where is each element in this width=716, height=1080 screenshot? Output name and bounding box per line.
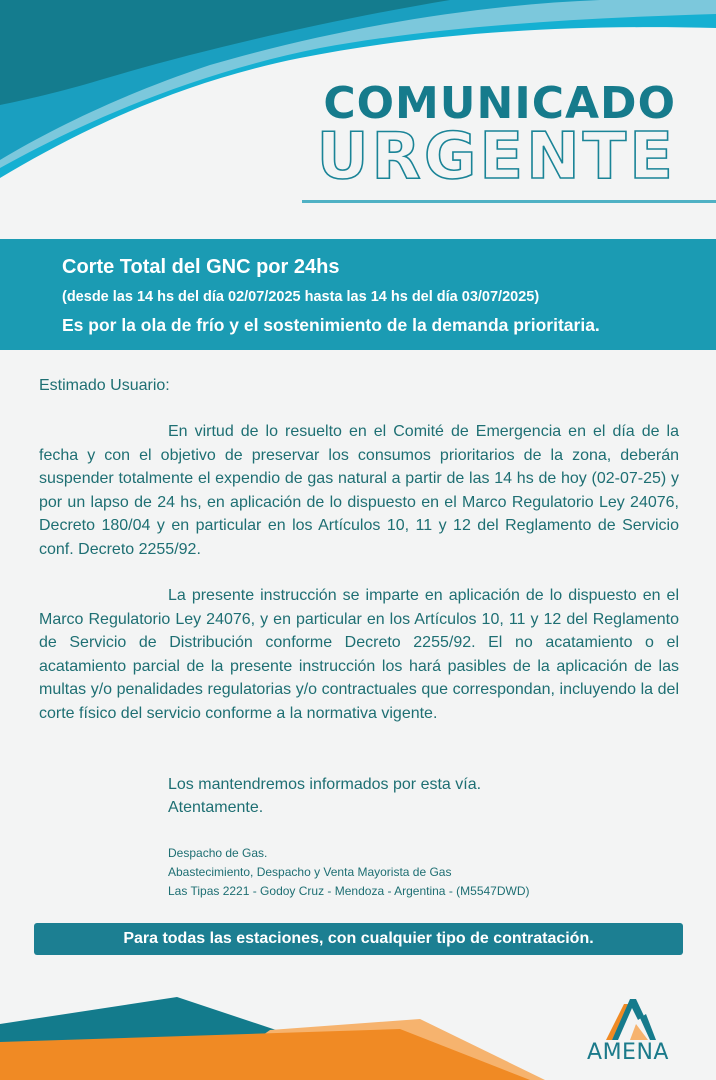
footer-notice-bar: Para todas las estaciones, con cualquier tipo de contratación. bbox=[34, 923, 683, 955]
signature-line-3: Las Tipas 2221 - Godoy Cruz - Mendoza - Argentina - (M5547DWD) bbox=[168, 884, 530, 898]
closing-line-1: Los mantendremos informados por esta vía. bbox=[168, 776, 482, 793]
closing-line-2: Atentamente. bbox=[168, 799, 264, 816]
closing bbox=[168, 773, 481, 819]
greeting: Estimado Usuario: bbox=[39, 377, 170, 394]
paragraph-2: La presente instrucción se imparte en aplicación de lo dispuesto en el Marco Regulatorio Ley 24076, y en particular en los Artículos 10, 11 y 12 del Reglamento de Servicio de Distribución conforme Decreto 2255/92. El no acatamiento o el acatamiento parcial de la presente instrucción los hará pasibles de la aplicación de las multas y/o penalidades regulatorias y/o contractuales que correspondan, incluyendo la del corte físico del servicio conforme a la normativa vigente. bbox=[39, 587, 679, 722]
title-urgente: URGENTE bbox=[316, 120, 676, 194]
alert-banner bbox=[0, 239, 716, 350]
signature bbox=[168, 844, 530, 901]
banner-reason: Es por la ola de frío y el sostenimiento de la demanda prioritaria. bbox=[62, 315, 600, 335]
signature-line-2: Abastecimiento, Despacho y Venta Mayorista de Gas bbox=[168, 865, 452, 879]
title-block bbox=[316, 78, 676, 194]
signature-line-1: Despacho de Gas. bbox=[168, 846, 268, 860]
title-comunicado: COMUNICADO bbox=[323, 78, 676, 129]
title-underline bbox=[302, 200, 716, 203]
paragraph-1: En virtud de lo resuelto en el Comité de Emergencia en el día de la fecha y con el objetivo de preservar los consumos prioritarios de la zona, deberán suspender totalmente el expendio de gas natural a partir de las 14 hs de hoy (02-07-25) y por un lapso de 24 hs, en aplicación de lo dispuesto en el Marco Regulatorio Ley 24076, Decreto 180/04 y en particular en los Artículos 10, 11 y 12 del Reglamento de Servicio conf. Decreto 2255/92. bbox=[39, 423, 679, 558]
banner-period: (desde las 14 hs del día 02/07/2025 hasta las 14 hs del día 03/07/2025) bbox=[62, 289, 540, 305]
banner-headline: Corte Total del GNC por 24hs bbox=[62, 256, 340, 278]
amena-logo-text: AMENA bbox=[587, 1040, 669, 1065]
